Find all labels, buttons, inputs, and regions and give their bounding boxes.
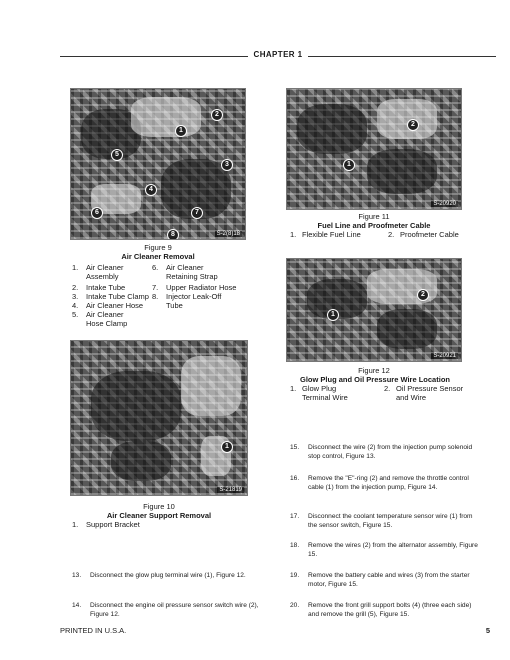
legend-item: Proofmeter Cable: [400, 230, 459, 239]
legend-item: Terminal Wire: [302, 393, 348, 402]
figure-10-photo: 1 S-21819: [70, 340, 248, 496]
legend-item: and Wire: [396, 393, 427, 402]
step-text: Remove the battery cable and wires (3) from the starter motor, Figure 15.: [308, 572, 470, 588]
step-19: [290, 571, 480, 591]
step-text: Disconnect the glow plug terminal wire (1), Figure 12.: [90, 572, 246, 579]
page-number: 5: [485, 626, 490, 635]
step-14: [72, 601, 262, 621]
figure-12-title: Figure 12: [358, 366, 390, 375]
legend-item: Air Cleaner: [86, 310, 124, 319]
step-text: Remove the wires (2) from the alternator assembly, Figure 15.: [308, 542, 478, 558]
legend-number: 2.: [384, 384, 391, 393]
figure-11-photo: 1 2 S-20920: [286, 88, 462, 210]
legend-number: 7.: [152, 283, 159, 292]
step-number: 15.: [290, 444, 300, 451]
legend-item: Retaining Strap: [166, 272, 218, 281]
figure-12-photo: 1 2 S-20921: [286, 258, 462, 362]
header-rule-right: [308, 56, 496, 57]
step-text: Disconnect the coolant temperature sensor wire (1) from the sensor switch, Figure 15.: [308, 513, 473, 529]
legend-item: Air Cleaner: [86, 263, 124, 272]
legend-number: 1.: [72, 520, 79, 529]
step-text: Disconnect the engine oil pressure sensor switch wire (2), Figure 12.: [90, 602, 259, 618]
legend-number: 1.: [72, 263, 79, 272]
legend-item: Upper Radiator Hose: [166, 283, 237, 292]
step-number: 13.: [72, 572, 82, 579]
step-18: [290, 541, 480, 561]
step-number: 18.: [290, 542, 300, 549]
legend-number: 5.: [72, 310, 79, 319]
step-17: [290, 512, 480, 532]
legend-item: Injector Leak-Off: [166, 292, 222, 301]
figure-9-photo: 1 2 3 4 5 6 7 8 S-2(8)18: [70, 88, 246, 240]
step-text: Remove the "E"-ring (2) and remove the throttle control cable (1) from the injection pump, Figure 14.: [308, 475, 469, 491]
figure-12-code: S-20921: [433, 353, 456, 359]
legend-item: Air Cleaner: [166, 263, 204, 272]
figure-10-code: S-21819: [219, 487, 242, 493]
legend-item: Intake Tube Clamp: [86, 292, 149, 301]
step-number: 16.: [290, 475, 300, 482]
legend-item: Support Bracket: [86, 520, 140, 529]
step-number: 17.: [290, 513, 300, 520]
legend-number: 2.: [388, 230, 395, 239]
figure-12-caption: Glow Plug and Oil Pressure Wire Location: [300, 375, 450, 384]
legend-number: 1.: [290, 230, 297, 239]
figure-9-caption: Air Cleaner Removal: [121, 252, 195, 261]
step-number: 14.: [72, 602, 82, 609]
legend-number: 2.: [72, 283, 79, 292]
footer-printed: PRINTED IN U.S.A.: [60, 626, 127, 635]
header-rule-left: [60, 56, 248, 57]
figure-9-code: S-2(8)18: [216, 231, 240, 237]
step-16: [290, 474, 480, 504]
step-number: 19.: [290, 572, 300, 579]
legend-item: Air Cleaner Hose: [86, 301, 144, 310]
legend-item: Tube: [166, 301, 183, 310]
legend-item: Oil Pressure Sensor: [396, 384, 464, 393]
legend-item: Hose Clamp: [86, 319, 128, 328]
step-text: Remove the front grill support bolts (4) (three each side) and remove the grill (5), Figure 15.: [308, 602, 472, 618]
figure-12-legend: [290, 384, 470, 404]
legend-number: 8.: [152, 292, 159, 301]
figure-11-legend: [290, 230, 470, 240]
figure-11-caption: Fuel Line and Proofmeter Cable: [317, 221, 431, 230]
legend-item: Intake Tube: [86, 283, 126, 292]
step-text: Disconnect the wire (2) from the injection pump solenoid stop control, Figure 13.: [308, 444, 473, 460]
legend-number: 4.: [72, 301, 79, 310]
step-15: [290, 443, 480, 463]
legend-number: 1.: [290, 384, 297, 393]
legend-number: 3.: [72, 292, 79, 301]
legend-item: Assembly: [86, 272, 119, 281]
figure-11-title: Figure 11: [358, 212, 390, 221]
step-13: [72, 571, 262, 591]
figure-10-caption: Air Cleaner Support Removal: [106, 511, 212, 520]
figure-9-title: Figure 9: [144, 243, 172, 252]
figure-9-legend: [72, 263, 252, 343]
figure-10-title: Figure 10: [143, 502, 175, 511]
step-20: [290, 601, 480, 621]
legend-number: 6.: [152, 263, 159, 272]
figure-10-legend: [72, 520, 252, 530]
chapter-heading: CHAPTER 1: [253, 50, 303, 59]
step-number: 20.: [290, 602, 300, 609]
legend-item: Flexible Fuel Line: [302, 230, 361, 239]
figure-11-code: S-20920: [433, 201, 456, 207]
legend-item: Glow Plug: [302, 384, 337, 393]
